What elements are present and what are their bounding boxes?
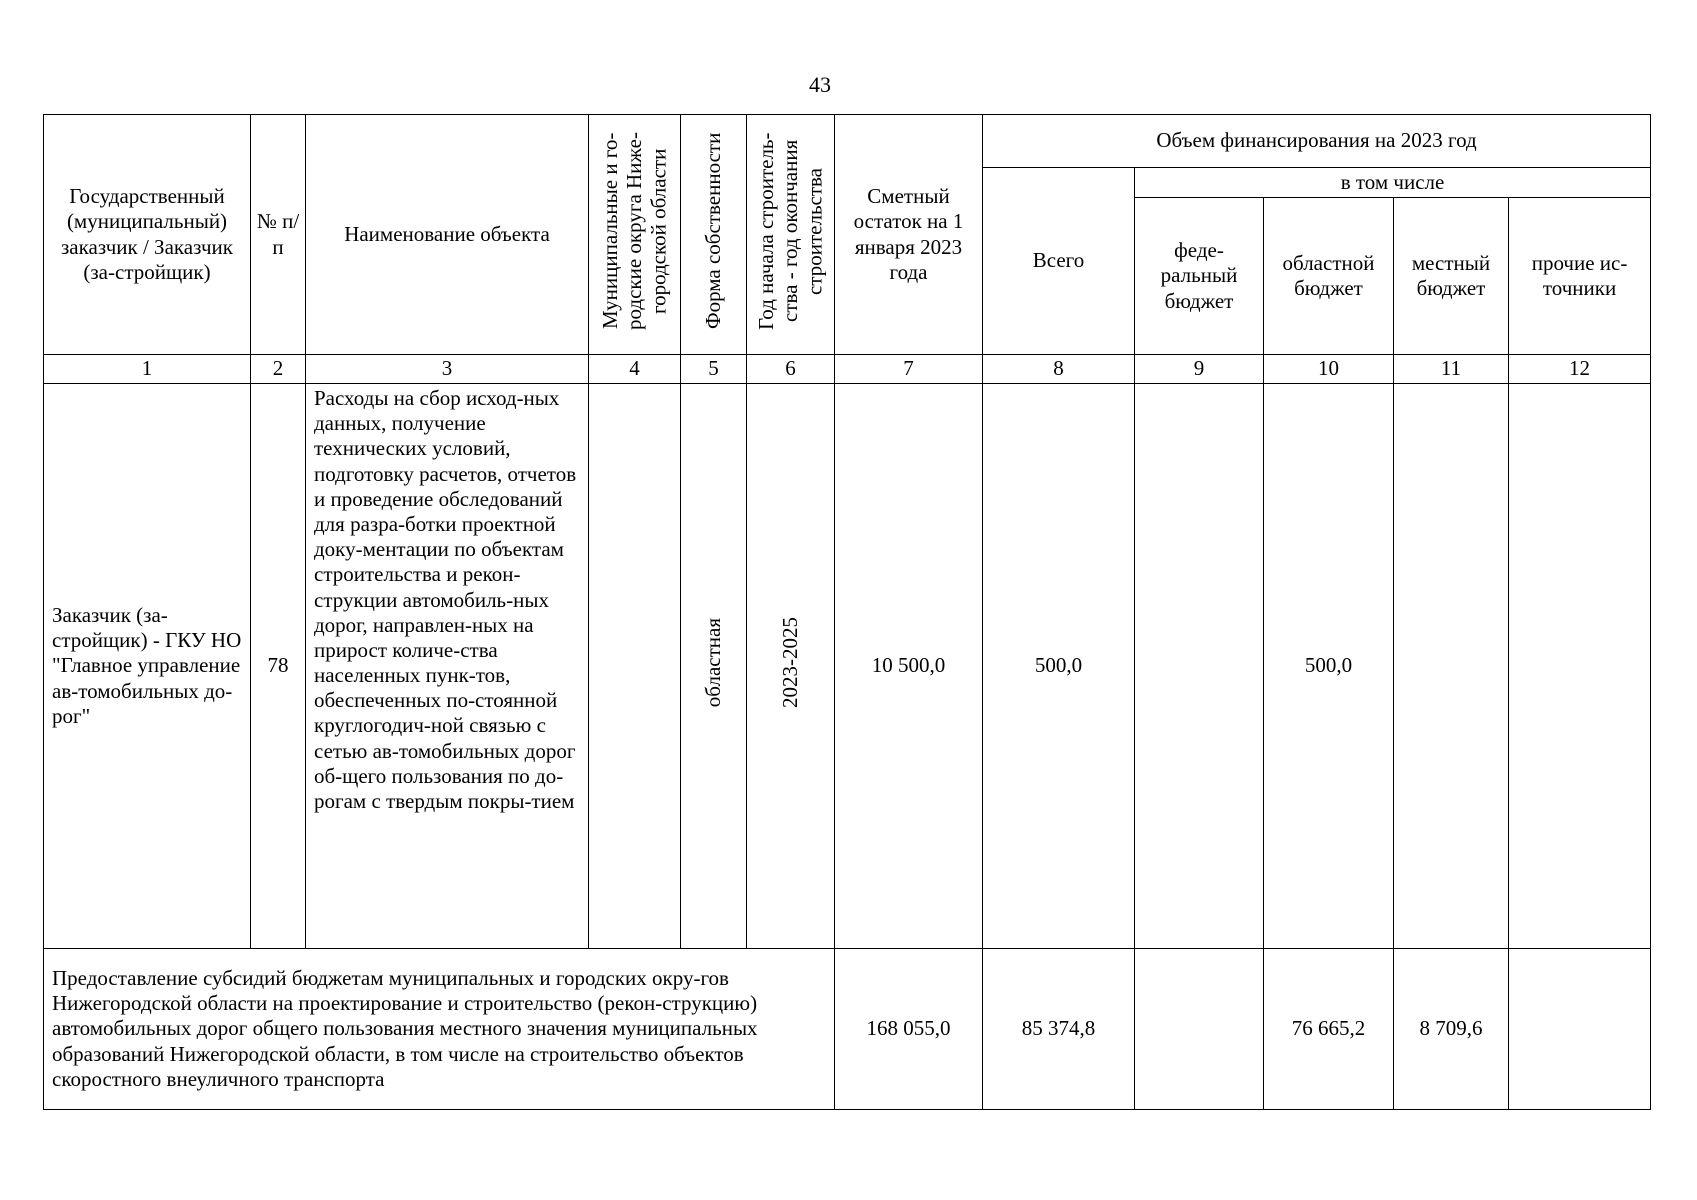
header-estimate: Сметный остаток на 1 января 2023 года <box>835 115 983 355</box>
column-number: 10 <box>1264 355 1394 384</box>
header-ownership-cell <box>681 115 747 355</box>
subsidy-text: Предоставление субсидий бюджетам муниципальных и городских окру-гов Нижегородской области на проектирование и строительство (рекон-струкцию) автомобильных дорог общего пользования местного значения муниципальных образований Нижегородской области, в том числе на строительство объектов скоростного внеуличного транспорта <box>44 949 835 1110</box>
row-districts <box>589 384 681 949</box>
header-number: № п/п <box>251 115 306 355</box>
subsidy-local: 8 709,6 <box>1394 949 1509 1110</box>
header-customer: Государственный (муниципальный) заказчик / Заказчик (за-стройщик) <box>44 115 251 355</box>
subsidy-total: 85 374,8 <box>983 949 1135 1110</box>
header-regional: областной бюджет <box>1264 198 1394 355</box>
column-number: 4 <box>589 355 681 384</box>
row-other <box>1509 384 1651 949</box>
header-districts: Муниципальные и го-родские округа Ниже-городской области <box>598 132 671 331</box>
subsidy-row <box>44 949 1651 1110</box>
column-number: 1 <box>44 355 251 384</box>
header-object-name: Наименование объекта <box>306 115 589 355</box>
header-years-cell <box>747 115 835 355</box>
row-years-cell <box>747 384 835 949</box>
column-number: 5 <box>681 355 747 384</box>
header-ownership: Форма собственности <box>701 133 726 330</box>
row-ownership: областная <box>701 618 726 708</box>
row-customer: Заказчик (за-стройщик) - ГКУ НО "Главное управление ав-томобильных до-рог" <box>44 384 251 949</box>
column-number: 7 <box>835 355 983 384</box>
row-object-name: Расходы на сбор исход-ных данных, получение технических условий, подготовку расчетов, отчетов и проведение обследований для разра-ботки проектной доку-ментации по объектам строительства и рекон-струкции автомобиль-ных дорог, направлен-ных на прирост количе-ства населенных пунк-тов, обеспеченных по-стоянной круглогодич-ной связью с сетью ав-томобильных дорог об-щего пользования по до-рогам с твердым покры-тием <box>306 384 589 949</box>
table-row <box>44 384 1651 949</box>
column-numbers-row <box>44 355 1651 384</box>
column-number: 2 <box>251 355 306 384</box>
header-years: Год начала строитель-ства - год окончания строительства <box>754 132 827 331</box>
row-total: 500,0 <box>983 384 1135 949</box>
header-federal: феде-ральный бюджет <box>1135 198 1264 355</box>
column-number: 8 <box>983 355 1135 384</box>
row-regional: 500,0 <box>1264 384 1394 949</box>
row-local <box>1394 384 1509 949</box>
row-number: 78 <box>251 384 306 949</box>
column-number: 12 <box>1509 355 1651 384</box>
subsidy-regional: 76 665,2 <box>1264 949 1394 1110</box>
header-local: местный бюджет <box>1394 198 1509 355</box>
header-including: в том числе <box>1135 168 1651 198</box>
subsidy-federal <box>1135 949 1264 1110</box>
column-number: 11 <box>1394 355 1509 384</box>
column-number: 6 <box>747 355 835 384</box>
subsidy-estimate: 168 055,0 <box>835 949 983 1110</box>
header-districts-cell <box>589 115 681 355</box>
page-number: 43 <box>809 72 831 97</box>
row-estimate: 10 500,0 <box>835 384 983 949</box>
row-years: 2023-2025 <box>778 617 803 709</box>
column-number: 9 <box>1135 355 1264 384</box>
financing-table <box>43 114 1651 1110</box>
row-federal <box>1135 384 1264 949</box>
header-funding: Объем финансирования на 2023 год <box>983 115 1651 168</box>
subsidy-other <box>1509 949 1651 1110</box>
header-total: Всего <box>983 168 1135 355</box>
row-ownership-cell <box>681 384 747 949</box>
column-number: 3 <box>306 355 589 384</box>
header-other: прочие ис-точники <box>1509 198 1651 355</box>
